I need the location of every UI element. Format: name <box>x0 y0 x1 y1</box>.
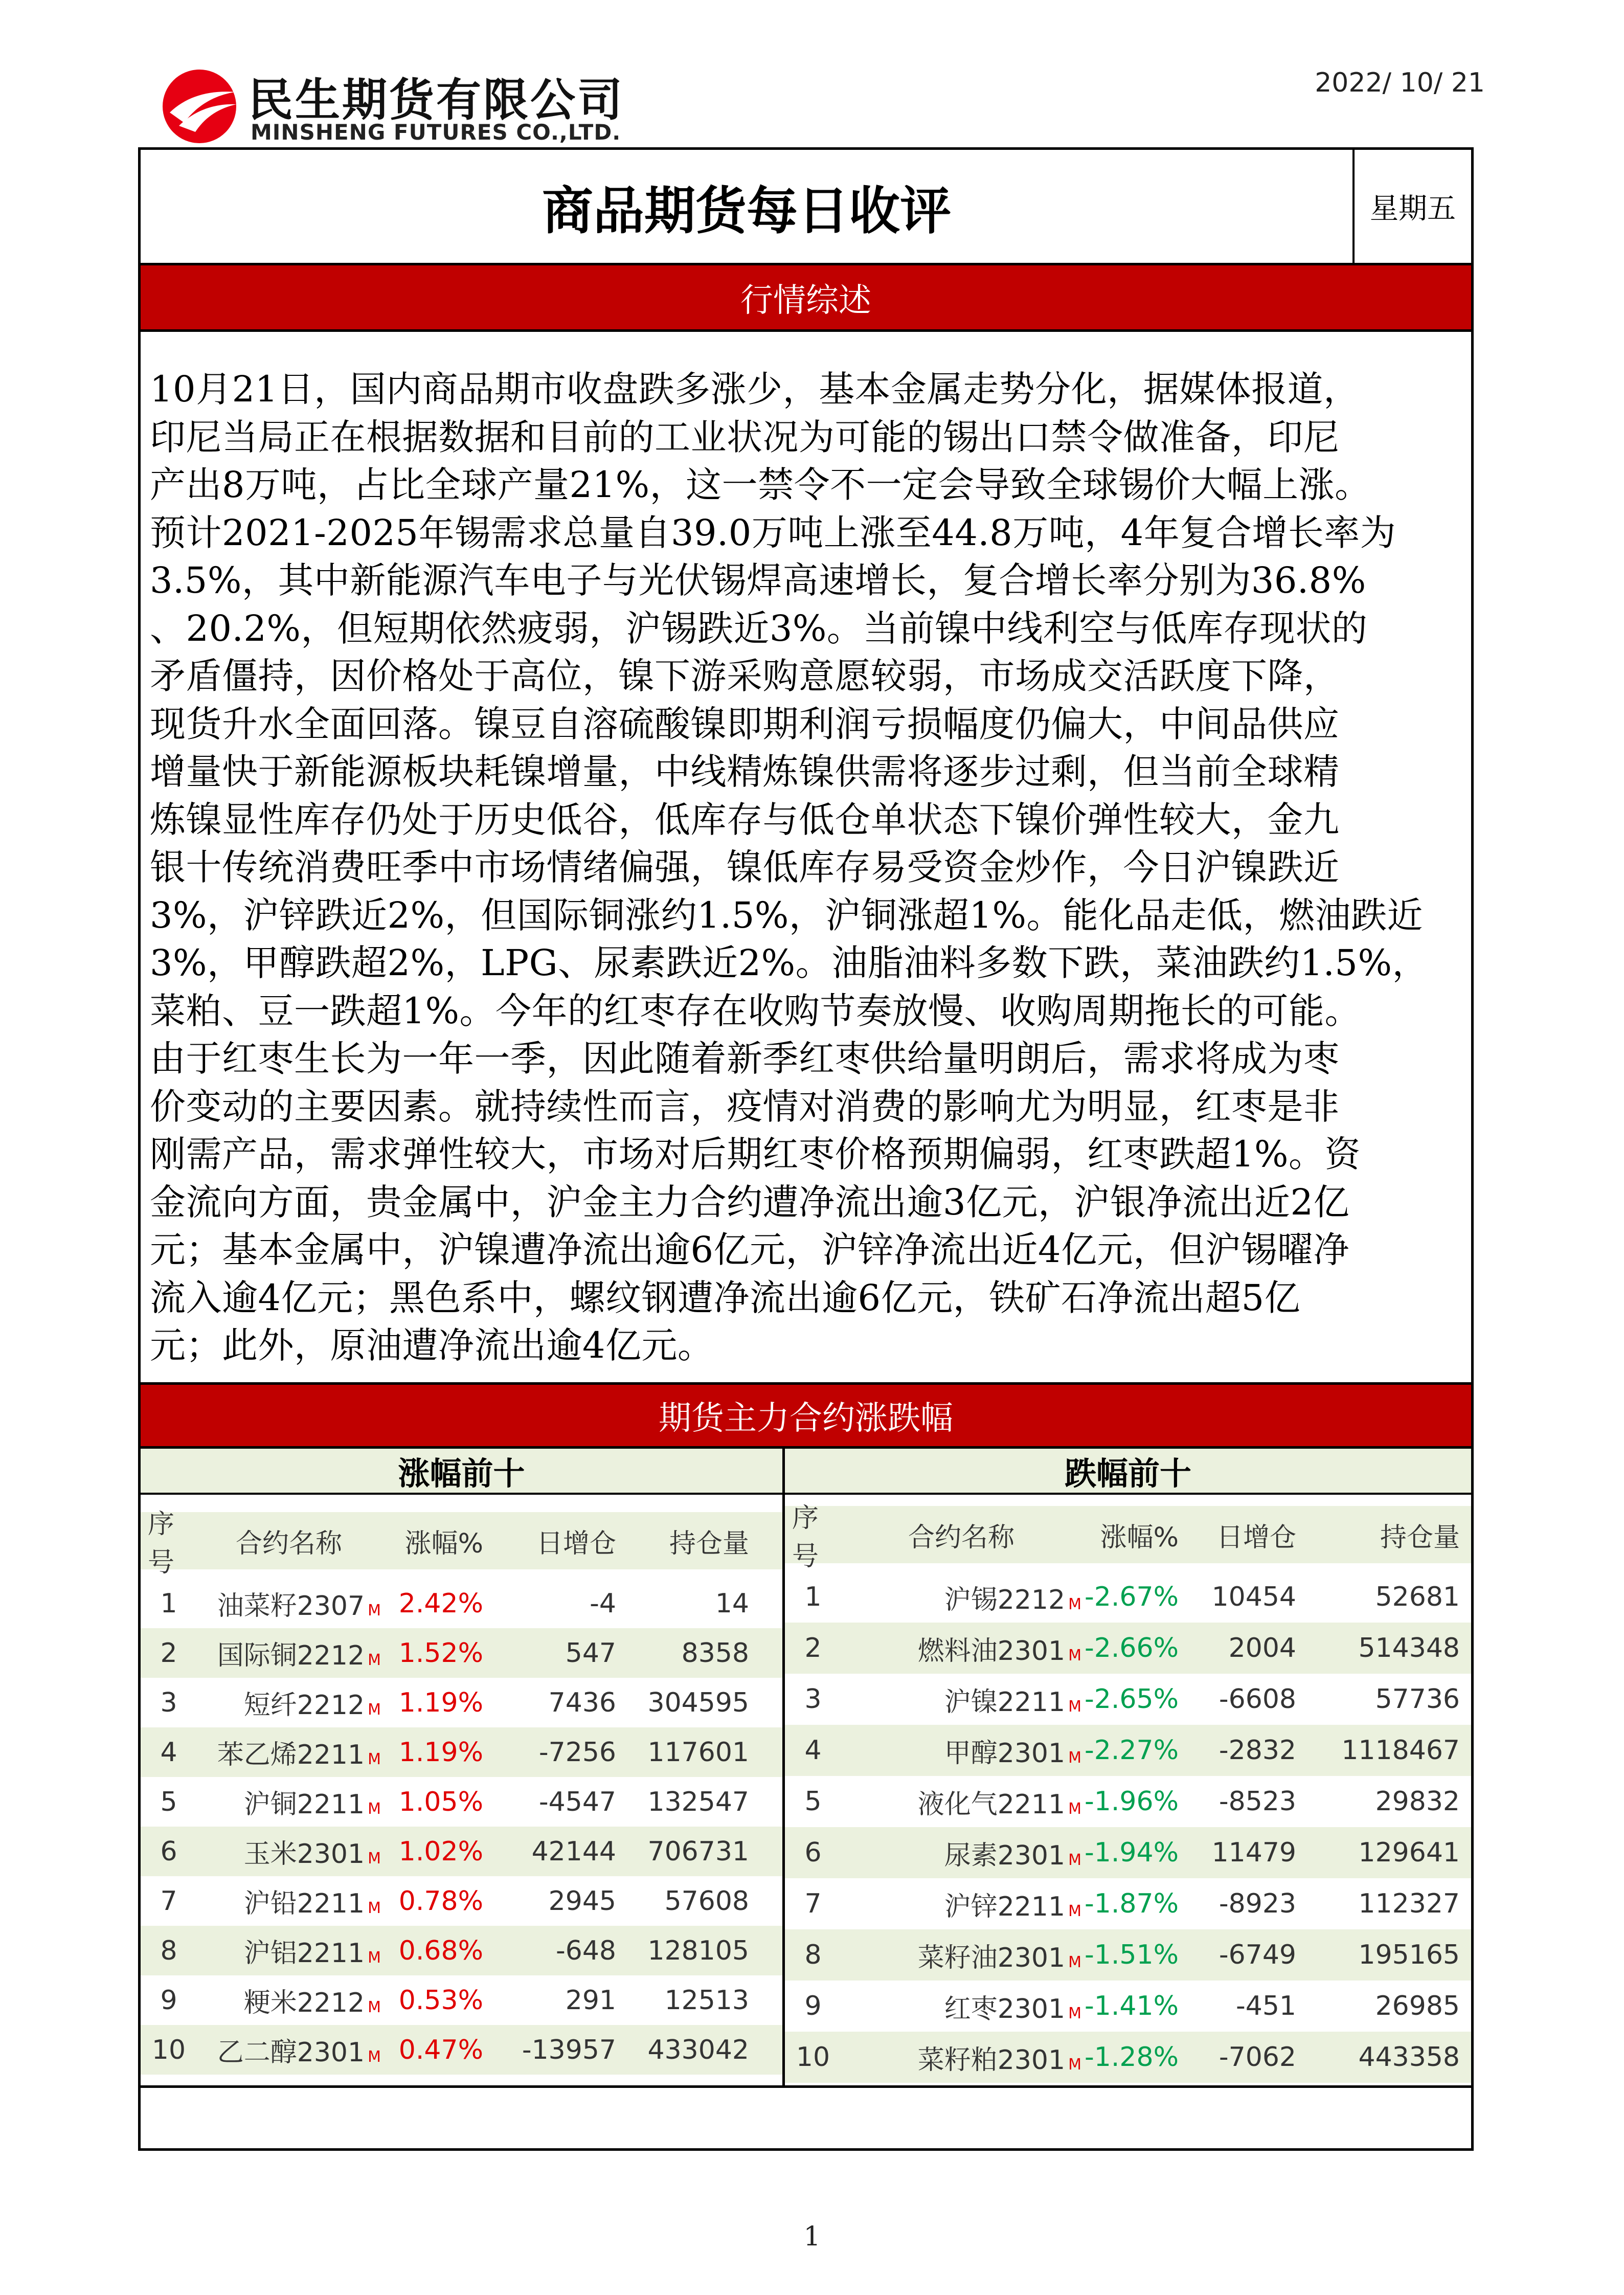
open-interest: 706731 <box>647 1836 749 1867</box>
main-contract-mark: M <box>368 1750 381 1768</box>
daily-oi-change: 2004 <box>1228 1633 1296 1663</box>
daily-oi-change: 10454 <box>1211 1582 1296 1612</box>
contract-name-text: 沪锌2211 <box>944 1891 1066 1922</box>
open-interest: 128105 <box>647 1935 749 1966</box>
column-header-1: 合约名称 <box>235 1528 342 1559</box>
contract-name-text: 油菜籽2307 <box>217 1591 365 1622</box>
page-number: 1 <box>803 2221 821 2252</box>
main-contract-mark: M <box>368 2048 381 2066</box>
table-row <box>785 1623 1471 1674</box>
contract-name <box>841 2032 1081 2083</box>
open-interest: 112327 <box>1358 1888 1460 1919</box>
table-row <box>785 1674 1471 1725</box>
main-contract-mark: M <box>1068 2055 1081 2074</box>
summary-line: 3%，沪锌跌近2%，但国际铜涨约1.5%，沪铜涨超1%。能化品走低，燃油跌近 <box>150 894 1423 936</box>
losers-table <box>785 1449 1471 2085</box>
row-index: 9 <box>804 1991 822 2021</box>
daily-oi-change: -7062 <box>1219 2042 1296 2073</box>
summary-line: 银十传统消费旺季中市场情绪偏强，镍低库存易受资金炒作，今日沪镍跌近 <box>150 846 1340 888</box>
change-percent: 1.05% <box>398 1786 483 1817</box>
contract-name-text: 沪锡2212 <box>944 1584 1066 1615</box>
open-interest: 514348 <box>1358 1633 1460 1663</box>
daily-oi-change: -6608 <box>1219 1684 1296 1715</box>
company-logo <box>159 60 649 147</box>
table-row <box>785 1827 1471 1878</box>
summary-line: 菜粕、豆一跌超1%。今年的红枣存在收购节奏放慢、收购周期拖长的可能。 <box>150 989 1361 1032</box>
contract-name <box>841 1878 1081 1929</box>
table-row <box>141 1777 782 1827</box>
contract-name-text: 沪铅2211 <box>243 1888 365 1919</box>
table-row <box>785 1981 1471 2032</box>
summary-line: 预计2021-2025年锡需求总量自39.0万吨上涨至44.8万吨，4年复合增长率为 <box>150 511 1396 554</box>
summary-line: 10月21日，国内商品期市收盘跌多涨少，基本金属走势分化，据媒体报道， <box>150 368 1360 410</box>
daily-oi-change: -2832 <box>1219 1735 1296 1766</box>
row-index: 6 <box>160 1836 177 1867</box>
column-header-1: 合约名称 <box>908 1522 1014 1553</box>
daily-oi-change: -648 <box>555 1935 616 1966</box>
contract-name-text: 沪镍2211 <box>944 1686 1066 1718</box>
table-row <box>785 1878 1471 1929</box>
change-percent: 0.78% <box>398 1885 483 1917</box>
row-index: 4 <box>160 1737 177 1768</box>
open-interest: 443358 <box>1358 2042 1460 2073</box>
main-contract-mark: M <box>1068 1902 1081 1920</box>
open-interest: 117601 <box>647 1737 749 1768</box>
main-contract-mark: M <box>368 1701 381 1719</box>
summary-line: 金流向方面，贵金属中，沪金主力合约遭净流出逾3亿元，沪银净流出近2亿 <box>150 1181 1350 1223</box>
column-header-3: 日增仓 <box>536 1528 616 1559</box>
open-interest: 57736 <box>1375 1684 1460 1715</box>
daily-oi-change: -8523 <box>1219 1786 1296 1817</box>
gainers-title: 涨幅前十 <box>141 1449 782 1495</box>
open-interest: 8358 <box>681 1637 749 1669</box>
losers-column-header <box>785 1503 1471 1572</box>
open-interest: 14 <box>715 1588 749 1619</box>
summary-line: 、20.2%，但短期依然疲弱，沪锡跌近3%。当前镍中线利空与低库存现状的 <box>150 607 1368 649</box>
contract-name <box>197 1876 381 1926</box>
summary-line: 炼镍显性库存仍处于历史低谷，低库存与低仓单状态下镍价弹性较大，金九 <box>150 798 1340 841</box>
open-interest: 1118467 <box>1341 1735 1460 1766</box>
daily-oi-change: 11479 <box>1211 1837 1296 1868</box>
daily-oi-change: -451 <box>1235 1991 1296 2021</box>
row-index: 3 <box>804 1684 822 1715</box>
summary-line: 流入逾4亿元；黑色系中，螺纹钢遭净流出逾6亿元，铁矿石净流出超5亿 <box>150 1276 1301 1319</box>
main-contract-mark: M <box>368 1800 381 1818</box>
open-interest: 12513 <box>664 1985 749 2016</box>
table-row <box>141 1579 782 1628</box>
report-frame <box>138 147 1474 2151</box>
summary-line: 印尼当局正在根据数据和目前的工业状况为可能的锡出口禁令做准备，印尼 <box>150 416 1340 458</box>
contract-name-text: 尿素2301 <box>944 1840 1066 1871</box>
row-index: 2 <box>804 1633 822 1663</box>
futures-heading: 期货主力合约涨跌幅 <box>141 1382 1471 1449</box>
contract-name <box>197 1579 381 1628</box>
contract-name <box>841 1674 1081 1725</box>
column-header-2: 涨幅% <box>404 1528 483 1559</box>
row-index: 10 <box>151 2034 186 2065</box>
row-index: 8 <box>804 1940 822 1970</box>
change-percent: 0.68% <box>398 1935 483 1966</box>
company-name-cn: 民生期货有限公司 <box>248 74 625 126</box>
row-index: 4 <box>804 1735 822 1766</box>
row-index: 2 <box>160 1637 177 1669</box>
change-percent: -2.27% <box>1085 1735 1179 1766</box>
daily-oi-change: -8923 <box>1219 1888 1296 1919</box>
table-row <box>141 1926 782 1975</box>
contract-name <box>841 1623 1081 1674</box>
main-contract-mark: M <box>368 1602 381 1619</box>
table-row <box>785 1725 1471 1776</box>
table-row <box>785 1571 1471 1623</box>
contract-name <box>197 1827 381 1876</box>
open-interest: 195165 <box>1358 1940 1460 1970</box>
main-contract-mark: M <box>1068 1748 1081 1767</box>
contract-name-text: 粳米2212 <box>243 1988 365 2018</box>
company-name-en: MINSHENG FUTURES CO.,LTD. <box>251 120 621 145</box>
table-row <box>141 1975 782 2025</box>
main-contract-mark: M <box>1068 2004 1081 2022</box>
change-percent: 1.19% <box>398 1737 483 1768</box>
contract-name <box>197 2025 381 2075</box>
contract-name-text: 短纤2212 <box>243 1690 365 1721</box>
row-index: 1 <box>160 1588 177 1619</box>
summary-line: 产出8万吨，占比全球产量21%，这一禁令不一定会导致全球锡价大幅上涨。 <box>150 464 1371 506</box>
column-header-0: 序号 <box>148 1509 175 1578</box>
daily-oi-change: -4 <box>590 1588 616 1619</box>
contract-name-text: 玉米2301 <box>243 1839 365 1870</box>
daily-oi-change: 291 <box>565 1985 616 2016</box>
open-interest: 304595 <box>647 1687 749 1718</box>
main-contract-mark: M <box>368 1850 381 1868</box>
report-date: 2022/ 10/ 21 <box>1315 68 1485 98</box>
change-percent: 0.47% <box>398 2034 483 2065</box>
change-percent: 0.53% <box>398 1985 483 2016</box>
title-row <box>141 150 1471 265</box>
contract-name <box>841 1776 1081 1827</box>
main-contract-mark: M <box>1068 1953 1081 1971</box>
row-index: 7 <box>804 1888 822 1919</box>
change-percent: -1.96% <box>1085 1786 1179 1817</box>
open-interest: 29832 <box>1375 1786 1460 1817</box>
row-index: 6 <box>804 1837 822 1868</box>
contract-name-text: 国际铜2212 <box>217 1640 365 1671</box>
open-interest: 52681 <box>1375 1582 1460 1612</box>
open-interest: 129641 <box>1358 1837 1460 1868</box>
main-contract-mark: M <box>1068 1851 1081 1869</box>
open-interest: 26985 <box>1375 1991 1460 2021</box>
open-interest: 433042 <box>647 2034 749 2065</box>
summary-line: 价变动的主要因素。就持续性而言，疫情对消费的影响尤为明显，红枣是非 <box>150 1085 1340 1128</box>
table-row <box>141 1678 782 1727</box>
summary-line: 矛盾僵持，因价格处于高位，镍下游采购意愿较弱，市场成交活跃度下降， <box>150 655 1340 697</box>
table-row <box>785 1929 1471 1981</box>
table-row <box>785 1776 1471 1827</box>
minsheng-logo-icon <box>159 65 240 147</box>
change-percent: -1.51% <box>1085 1940 1179 1970</box>
open-interest: 57608 <box>664 1885 749 1917</box>
daily-oi-change: 7436 <box>548 1687 616 1718</box>
losers-title: 跌幅前十 <box>785 1449 1471 1495</box>
futures-tables <box>141 1449 1471 2088</box>
contract-name <box>841 1827 1081 1878</box>
column-header-3: 日增仓 <box>1216 1522 1296 1553</box>
change-percent: -1.94% <box>1085 1837 1179 1868</box>
daily-oi-change: 547 <box>565 1637 616 1669</box>
contract-name <box>197 1727 381 1777</box>
summary-line: 由于红枣生长为一年一季，因此随着新季红枣供给量明朗后，需求将成为枣 <box>150 1038 1340 1079</box>
report-title: 商品期货每日收评 <box>542 180 951 241</box>
contract-name <box>841 1929 1081 1981</box>
row-index: 9 <box>160 1985 177 2016</box>
row-index: 5 <box>160 1786 177 1817</box>
table-row <box>141 1727 782 1777</box>
table-row <box>141 1876 782 1926</box>
contract-name-text: 沪铜2211 <box>243 1789 365 1820</box>
contract-name-text: 乙二醇2301 <box>217 2037 365 2068</box>
summary-line: 增量快于新能源板块耗镍增量，中线精炼镍供需将逐步过剩，但当前全球精 <box>150 751 1340 793</box>
row-index: 8 <box>160 1935 177 1966</box>
row-index: 1 <box>804 1582 822 1612</box>
change-percent: -1.41% <box>1085 1991 1179 2021</box>
main-contract-mark: M <box>368 1998 381 2016</box>
table-row <box>785 2032 1471 2083</box>
gainers-table <box>141 1449 785 2085</box>
overview-heading: 行情综述 <box>141 265 1471 332</box>
summary-line: 现货升水全面回落。镍豆自溶硫酸镍即期利润亏损幅度仍偏大，中间品供应 <box>150 703 1340 745</box>
daily-oi-change: -7256 <box>538 1737 616 1768</box>
change-percent: -2.66% <box>1085 1633 1179 1663</box>
daily-oi-change: 42144 <box>531 1836 616 1867</box>
main-contract-mark: M <box>1068 1646 1081 1664</box>
daily-oi-change: -6749 <box>1219 1940 1296 1970</box>
contract-name-text: 菜籽粕2301 <box>917 2044 1066 2076</box>
column-header-4: 持仓量 <box>1380 1522 1460 1553</box>
change-percent: 1.19% <box>398 1687 483 1718</box>
change-percent: 1.02% <box>398 1836 483 1867</box>
contract-name <box>841 1725 1081 1776</box>
contract-name <box>197 1926 381 1975</box>
contract-name-text: 甲醇2301 <box>944 1738 1066 1769</box>
contract-name-text: 菜籽油2301 <box>917 1942 1066 1973</box>
table-row <box>141 2025 782 2075</box>
main-contract-mark: M <box>368 1651 381 1669</box>
main-contract-mark: M <box>368 1949 381 1967</box>
summary-line: 元；基本金属中，沪镍遭净流出逾6亿元，沪锌净流出近4亿元，但沪锡曜净 <box>150 1229 1350 1271</box>
contract-name <box>197 1678 381 1727</box>
market-summary <box>150 366 1464 1370</box>
main-contract-mark: M <box>368 1899 381 1917</box>
contract-name <box>197 1777 381 1827</box>
main-contract-mark: M <box>1068 1799 1081 1818</box>
column-header-4: 持仓量 <box>669 1528 749 1559</box>
column-header-0: 序号 <box>792 1503 819 1572</box>
contract-name-text: 燃料油2301 <box>917 1635 1066 1667</box>
daily-oi-change: -4547 <box>538 1786 616 1817</box>
summary-line: 元；此外，原油遭净流出逾4亿元。 <box>150 1324 714 1366</box>
change-percent: 2.42% <box>398 1588 483 1619</box>
change-percent: -2.67% <box>1085 1582 1179 1612</box>
main-contract-mark: M <box>1068 1595 1081 1613</box>
change-percent: -2.65% <box>1085 1684 1179 1715</box>
row-index: 10 <box>796 2042 830 2073</box>
row-index: 5 <box>804 1786 822 1817</box>
row-index: 7 <box>160 1885 177 1917</box>
gainers-column-header <box>141 1509 782 1578</box>
change-percent: -1.28% <box>1085 2042 1179 2073</box>
column-header-2: 涨幅% <box>1100 1522 1179 1553</box>
contract-name-text: 沪铝2211 <box>243 1938 365 1969</box>
change-percent: -1.87% <box>1085 1888 1179 1919</box>
contract-name-text: 红枣2301 <box>944 1993 1066 2024</box>
table-row <box>141 1628 782 1678</box>
summary-line: 刚需产品，需求弹性较大，市场对后期红枣价格预期偏弱，红枣跌超1%。资 <box>150 1133 1361 1175</box>
report-weekday: 星期五 <box>1352 150 1471 263</box>
contract-name <box>197 1628 381 1678</box>
table-row <box>141 1827 782 1876</box>
contract-name <box>197 1975 381 2025</box>
row-index: 3 <box>160 1687 177 1718</box>
open-interest: 132547 <box>647 1786 749 1817</box>
contract-name-text: 苯乙烯2211 <box>217 1740 365 1770</box>
daily-oi-change: 2945 <box>548 1885 616 1917</box>
daily-oi-change: -13957 <box>522 2034 616 2065</box>
contract-name <box>841 1981 1081 2032</box>
summary-line: 3.5%，其中新能源汽车电子与光伏锡焊高速增长，复合增长率分别为36.8% <box>150 559 1366 601</box>
main-contract-mark: M <box>1068 1697 1081 1716</box>
summary-line: 3%，甲醇跌超2%，LPG、尿素跌近2%。油脂油料多数下跌，菜油跌约1.5%， <box>150 942 1428 984</box>
contract-name <box>841 1571 1081 1623</box>
change-percent: 1.52% <box>398 1637 483 1669</box>
contract-name-text: 液化气2211 <box>917 1789 1066 1820</box>
